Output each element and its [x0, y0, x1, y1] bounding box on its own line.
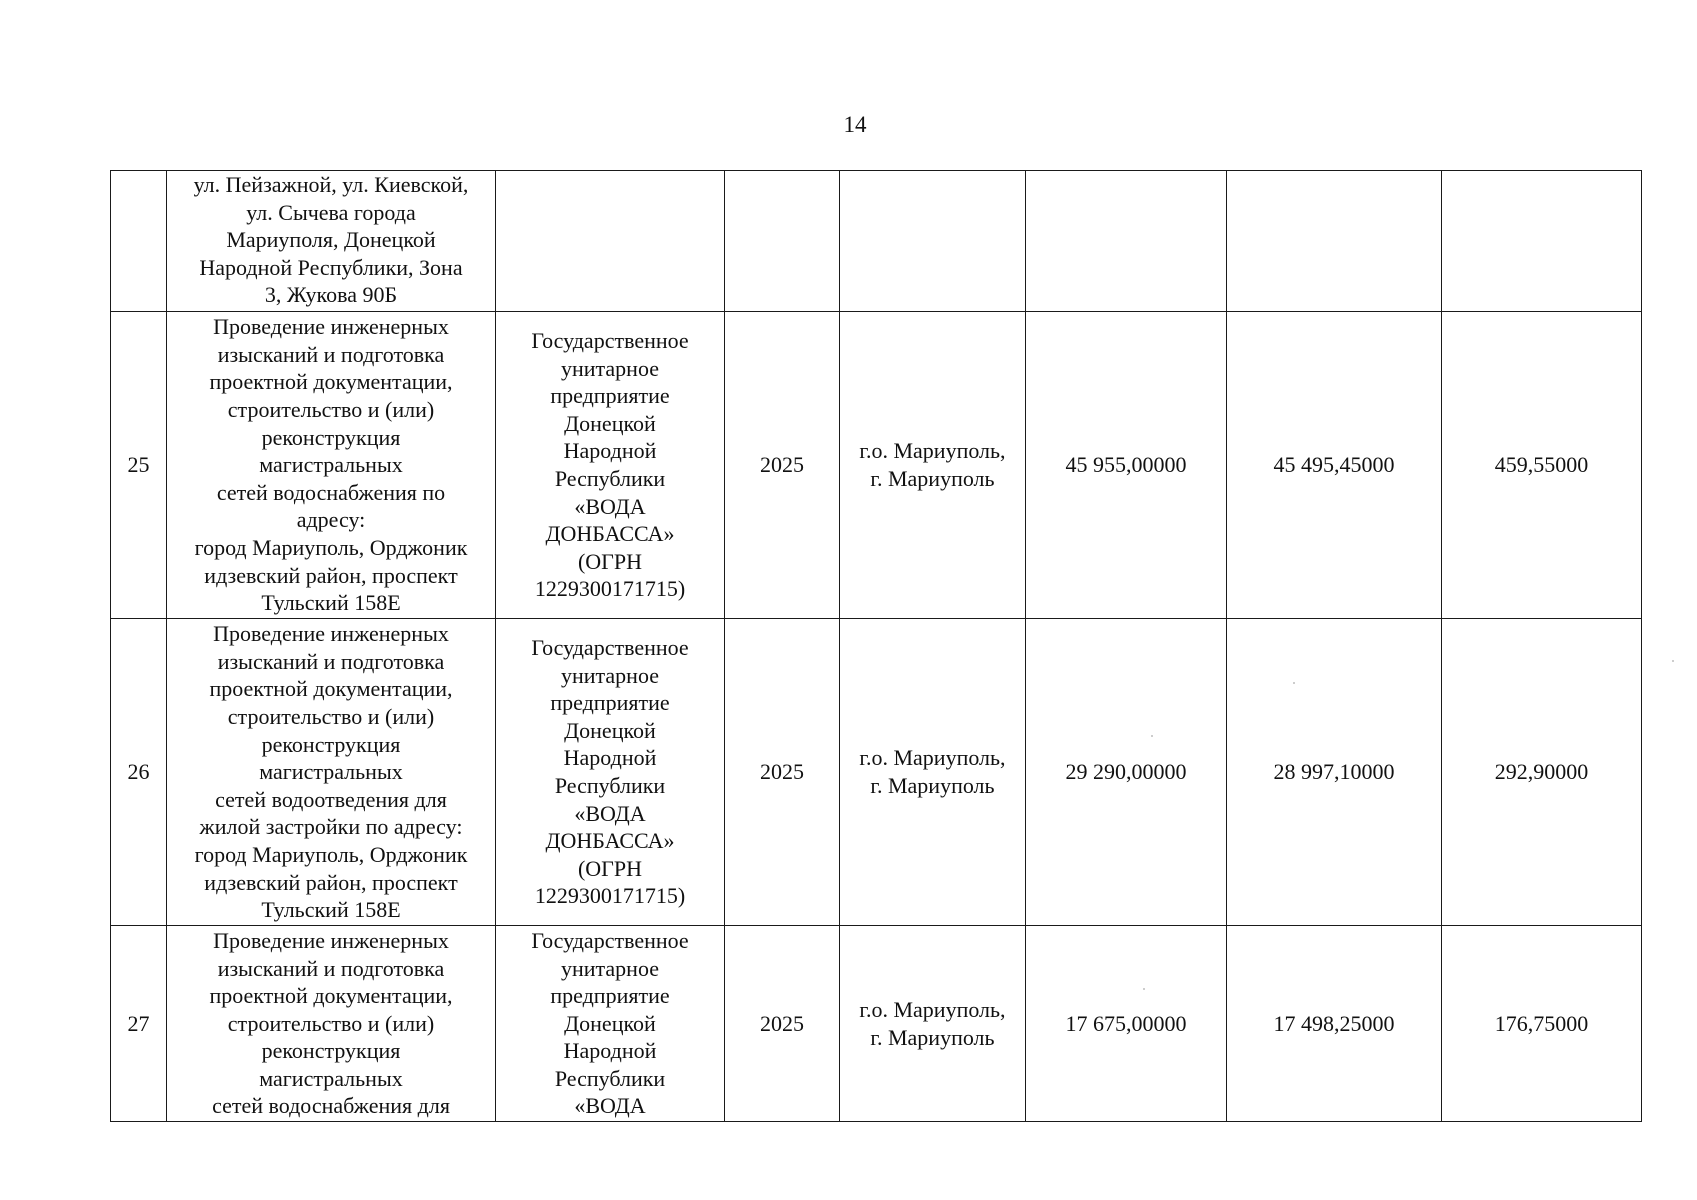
scan-speck: [1672, 660, 1674, 662]
federal-amount-cell: 45 495,45000: [1227, 312, 1442, 619]
regional-amount-cell: [1442, 171, 1642, 312]
year-cell: 2025: [725, 312, 840, 619]
location-cell: г.о. Мариуполь, г. Мариуполь: [840, 926, 1026, 1122]
regional-amount-cell: 292,90000: [1442, 619, 1642, 926]
location-cell: г.о. Мариуполь, г. Мариуполь: [840, 619, 1026, 926]
total-amount-cell: 29 290,00000: [1026, 619, 1227, 926]
page-number: 14: [843, 112, 867, 137]
total-amount-cell: 45 955,00000: [1026, 312, 1227, 619]
federal-amount-cell: 17 498,25000: [1227, 926, 1442, 1122]
row-number-cell: 25: [111, 312, 167, 619]
scan-speck: [1151, 735, 1153, 737]
federal-amount-cell: 28 997,10000: [1227, 619, 1442, 926]
year-cell: [725, 171, 840, 312]
table-row: [111, 312, 1642, 619]
location-cell: [840, 171, 1026, 312]
table-row: [111, 171, 1642, 312]
scan-speck: [1293, 682, 1295, 684]
customer-cell: Государственное унитарное предприятие Донецкой Народной Республики «ВОДА ДОНБАССА» (ОГРН 1229300171715): [496, 619, 725, 926]
federal-amount-cell: [1227, 171, 1442, 312]
table-row: [111, 926, 1642, 1122]
year-cell: 2025: [725, 619, 840, 926]
row-number-cell: 27: [111, 926, 167, 1122]
project-name-cell: Проведение инженерных изысканий и подготовка проектной документации, строительство и (или) реконструкция магистральных сетей водоснабжения по адресу: город Мариуполь, Орджоник идзевский район, проспект Тульский 158Е: [167, 312, 496, 619]
row-number-cell: [111, 171, 167, 312]
total-amount-cell: [1026, 171, 1227, 312]
customer-cell: [496, 171, 725, 312]
table-row: [111, 619, 1642, 926]
regional-amount-cell: 176,75000: [1442, 926, 1642, 1122]
total-amount-cell: 17 675,00000: [1026, 926, 1227, 1122]
row-number-cell: 26: [111, 619, 167, 926]
year-cell: 2025: [725, 926, 840, 1122]
investment-table: [110, 170, 1642, 1122]
customer-cell: Государственное унитарное предприятие Донецкой Народной Республики «ВОДА ДОНБАССА» (ОГРН 1229300171715): [496, 312, 725, 619]
project-name-cell: Проведение инженерных изысканий и подготовка проектной документации, строительство и (или) реконструкция магистральных сетей водоснабжения для: [167, 926, 496, 1122]
project-name-cell: Проведение инженерных изысканий и подготовка проектной документации, строительство и (или) реконструкция магистральных сетей водоотведения для жилой застройки по адресу: город Мариуполь, Орджоник идзевский район, проспект Тульский 158Е: [167, 619, 496, 926]
scan-speck: [1143, 988, 1145, 990]
project-name-cell: ул. Пейзажной, ул. Киевской, ул. Сычева города Мариуполя, Донецкой Народной Республики, Зона 3, Жукова 90Б: [167, 171, 496, 312]
regional-amount-cell: 459,55000: [1442, 312, 1642, 619]
customer-cell: Государственное унитарное предприятие Донецкой Народной Республики «ВОДА: [496, 926, 725, 1122]
location-cell: г.о. Мариуполь, г. Мариуполь: [840, 312, 1026, 619]
